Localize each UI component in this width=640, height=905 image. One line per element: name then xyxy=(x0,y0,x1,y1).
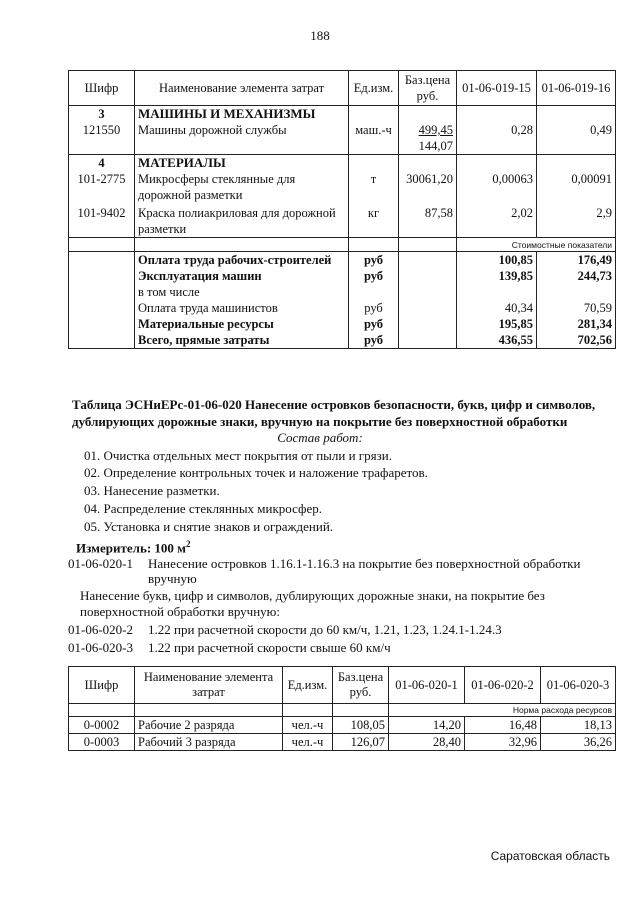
table-row xyxy=(69,122,616,155)
summary-name: Эксплуатация машин xyxy=(135,268,349,284)
section-number: 4 xyxy=(69,155,135,172)
code-text: 1.22 при расчетной скорости свыше 60 км/ч xyxy=(148,640,391,655)
row-unit: т xyxy=(349,171,399,203)
row-price: 126,07 xyxy=(333,734,389,751)
code: 01-06-020-2 xyxy=(68,622,133,637)
row-price: 108,05 xyxy=(333,717,389,734)
row-value-2: 32,96 xyxy=(465,734,541,751)
summary-unit: руб xyxy=(349,332,399,349)
summary-row xyxy=(69,332,616,349)
row-value-1: 14,20 xyxy=(389,717,465,734)
summary-value-2: 70,59 xyxy=(537,300,616,316)
row-name: Краска полиакриловая для дорожной разметки xyxy=(135,203,349,238)
code-text: 1.22 при расчетной скорости до 60 км/ч, 1.21, 1.23, 1.24.1-1.24.3 xyxy=(148,622,502,637)
row-code: 0-0002 xyxy=(69,717,135,734)
footer-region: Саратовская область xyxy=(490,849,610,863)
summary-unit: руб xyxy=(349,252,399,269)
summary-unit: руб xyxy=(349,300,399,316)
section-title: МАШИНЫ И МЕХАНИЗМЫ xyxy=(135,106,349,123)
work-item: 03. Нанесение разметки. xyxy=(84,483,220,498)
row-name: Рабочий 3 разряда xyxy=(135,734,283,751)
row-unit: кг xyxy=(349,203,399,238)
row-value-3: 18,13 xyxy=(541,717,616,734)
work-item: 04. Распределение стеклянных микросфер. xyxy=(84,501,322,516)
row-price-1: 499,45 xyxy=(418,123,453,137)
summary-unit: руб xyxy=(349,268,399,284)
page-number: 188 xyxy=(310,28,330,43)
table-row xyxy=(69,717,616,734)
row-price-2: 144,07 xyxy=(418,139,453,153)
row-value-2: 0,00091 xyxy=(537,171,616,203)
row-name: Рабочие 2 разряда xyxy=(135,717,283,734)
norm-label: Норма расхода ресурсов xyxy=(389,704,616,717)
section-row-machines xyxy=(69,106,616,123)
summary-value-2: 702,56 xyxy=(537,332,616,349)
code-line xyxy=(68,622,502,638)
section-number: 3 xyxy=(69,106,135,123)
summary-row xyxy=(69,284,616,300)
row-price: 87,58 xyxy=(399,203,457,238)
summary-name: Материальные ресурсы xyxy=(135,316,349,332)
summary-name: Всего, прямые затраты xyxy=(135,332,349,349)
cost-indicators-row xyxy=(69,238,616,252)
code-text: Нанесение островков 1.16.1-1.16.3 на покрытие без поверхностной обработки xyxy=(148,556,581,571)
resource-table-01-06-019 xyxy=(68,70,616,349)
summary-row xyxy=(69,252,616,269)
code-line xyxy=(68,640,391,656)
code: 01-06-020-3 xyxy=(68,640,133,655)
col-header-020-2: 01-06-020-2 xyxy=(465,667,541,704)
summary-value-1: 40,34 xyxy=(457,300,537,316)
row-price: 30061,20 xyxy=(399,171,457,203)
summary-name: Оплата труда рабочих-строителей xyxy=(135,252,349,269)
row-value-2: 0,49 xyxy=(537,122,616,155)
col-header-020-3: 01-06-020-3 xyxy=(541,667,616,704)
summary-name: в том числе xyxy=(135,284,349,300)
col-header-code: Шифр xyxy=(69,667,135,704)
summary-value-1: 100,85 xyxy=(457,252,537,269)
col-header-price: Баз.цена руб. xyxy=(333,667,389,704)
summary-value-2: 244,73 xyxy=(537,268,616,284)
section-title: Таблица ЭСНиЕРс-01-06-020 Нанесение островков безопасности, букв, цифр и символов, дублирующих дорожные знаки, вручную на покрытие без поверхностной обработки xyxy=(72,397,596,429)
col-header-019-15: 01-06-019-15 xyxy=(457,71,537,106)
summary-row xyxy=(69,300,616,316)
summary-row xyxy=(69,316,616,332)
col-header-unit: Ед.изм. xyxy=(283,667,333,704)
row-code: 121550 xyxy=(69,122,135,155)
row-name: Машины дорожной службы xyxy=(135,122,349,155)
row-code: 101-2775 xyxy=(69,171,135,203)
row-value-2: 2,9 xyxy=(537,203,616,238)
summary-value-1: 139,85 xyxy=(457,268,537,284)
col-header-name: Наименование элемента затрат xyxy=(135,667,283,704)
table-header-row xyxy=(69,71,616,106)
row-value-3: 36,26 xyxy=(541,734,616,751)
col-header-code: Шифр xyxy=(69,71,135,106)
row-code: 0-0003 xyxy=(69,734,135,751)
row-unit: чел.-ч xyxy=(283,734,333,751)
measurement-sup: 2 xyxy=(186,539,191,549)
col-header-unit: Ед.изм. xyxy=(349,71,399,106)
section-title: МАТЕРИАЛЫ xyxy=(135,155,349,172)
col-header-price: Баз.цена руб. xyxy=(399,71,457,106)
table-row xyxy=(69,734,616,751)
table-row xyxy=(69,171,616,203)
col-header-name: Наименование элемента затрат xyxy=(135,71,349,106)
summary-value-2: 176,49 xyxy=(537,252,616,269)
row-value-2: 16,48 xyxy=(465,717,541,734)
code-line xyxy=(68,556,580,572)
cost-indicators-label: Стоимостные показатели xyxy=(457,238,616,252)
col-header-019-16: 01-06-019-16 xyxy=(537,71,616,106)
row-name: Микросферы стеклянные для дорожной разметки xyxy=(135,171,349,203)
norm-row xyxy=(69,704,616,717)
work-item: 02. Определение контрольных точек и наложение трафаретов. xyxy=(84,465,428,480)
summary-value-1: 436,55 xyxy=(457,332,537,349)
col-header-020-1: 01-06-020-1 xyxy=(389,667,465,704)
table-row xyxy=(69,203,616,238)
section-row-materials xyxy=(69,155,616,172)
summary-value-2: 281,34 xyxy=(537,316,616,332)
row-value-1: 0,00063 xyxy=(457,171,537,203)
table-header-row xyxy=(69,667,616,704)
row-value-1: 2,02 xyxy=(457,203,537,238)
summary-name: Оплата труда машинистов xyxy=(135,300,349,316)
row-value-1: 0,28 xyxy=(457,122,537,155)
row-price xyxy=(399,122,457,155)
works-subtitle: Состав работ: xyxy=(277,430,363,445)
code-text-continuation: вручную xyxy=(148,571,197,586)
summary-unit: руб xyxy=(349,316,399,332)
summary-value-1: 195,85 xyxy=(457,316,537,332)
group-text: Нанесение букв, цифр и символов, дублирующих дорожные знаки, на покрытие без поверхностной обработки вручную: xyxy=(80,588,545,619)
resource-table-01-06-020 xyxy=(68,666,616,751)
row-value-1: 28,40 xyxy=(389,734,465,751)
row-code: 101-9402 xyxy=(69,203,135,238)
measurement-unit xyxy=(76,539,191,556)
measurement-label: Измеритель: 100 м xyxy=(76,540,187,556)
work-item: 05. Установка и снятие знаков и ограждений. xyxy=(84,519,334,534)
row-unit: маш.-ч xyxy=(349,122,399,155)
code: 01-06-020-1 xyxy=(68,556,133,571)
row-unit: чел.-ч xyxy=(283,717,333,734)
summary-row xyxy=(69,268,616,284)
work-item: 01. Очистка отдельных мест покрытия от пыли и грязи. xyxy=(84,448,392,463)
